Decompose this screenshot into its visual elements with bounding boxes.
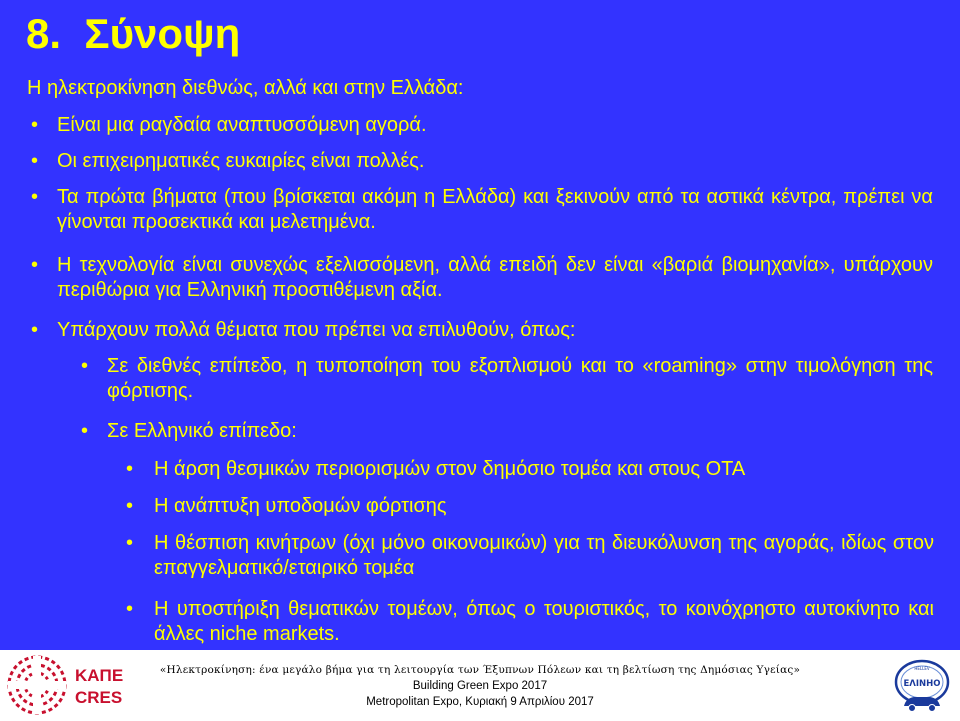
footer-text: [120, 662, 840, 710]
footer-event: Building Green Expo 2017: [412, 680, 548, 692]
bullet-item: • Υπάρχουν πολλά θέματα που πρέπει να επιλυθούν, όπως:: [57, 318, 933, 343]
kape-cross-icon: [4, 654, 70, 716]
lead-text: Η ηλεκτροκίνηση διεθνώς, αλλά και στην Ελλάδα:: [27, 77, 464, 99]
sub-sub-bullet-item: • Η άρση θεσμικών περιορισμών στον δημόσιο τομέα και στους ΟΤΑ: [154, 457, 934, 482]
footer-quote: «Ηλεκτροκίνηση: ένα μεγάλο βήμα για τη λειτουργία των Έξυπνων Πόλεων και τη βελτίωση της Δημόσιας Υγείας»: [159, 664, 801, 676]
footer: [0, 650, 960, 720]
badge-text: ΕΛΙΝΗΟ: [903, 679, 941, 689]
logo-text-cres: CRES: [75, 688, 123, 707]
sub-bullet-item: • Σε Ελληνικό επίπεδο:: [107, 419, 933, 444]
logo-text-kape: ΚΑΠΕ: [75, 666, 124, 685]
kape-cres-logo: [4, 654, 134, 716]
hellevi-car-badge-icon: [892, 658, 952, 714]
badge-small-text: HELLEV: [914, 666, 930, 671]
bullet-item: • Τα πρώτα βήματα (που βρίσκεται ακόμη η Ελλάδα) και ξεκινούν από τα αστικά κέντρα, πρέπει να γίνονται προσεκτικά και μελετημένα.: [57, 185, 933, 235]
bullet-item: • Είναι μια ραγδαία αναπτυσσόμενη αγορά.: [57, 113, 933, 138]
sub-sub-bullet-item: • Η θέσπιση κινήτρων (όχι μόνο οικονομικών) για τη διευκόλυνση της αγοράς, ιδίως στον επαγγελματικό/εταιρικό τομέα: [154, 531, 934, 581]
sub-sub-bullet-item: • Η ανάπτυξη υποδομών φόρτισης: [154, 494, 934, 519]
footer-venue-date: Metropolitan Expo, Κυριακή 9 Απριλίου 2017: [366, 696, 594, 708]
sub-bullet-item: • Σε διεθνές επίπεδο, η τυποποίηση του εξοπλισμού και το «roaming» στην τιμολόγηση της φόρτισης.: [107, 354, 933, 404]
slide-title: 8. Σύνοψη: [26, 10, 241, 57]
sub-sub-bullet-item: • Η υποστήριξη θεματικών τομέων, όπως ο τουριστικός, το κοινόχρηστο αυτοκίνητο και άλλες niche markets.: [154, 597, 934, 647]
bullet-item: • Η τεχνολογία είναι συνεχώς εξελισσόμενη, αλλά επειδή δεν είναι «βαριά βιομηχανία», υπάρχουν περιθώρια για Ελληνική προστιθέμενη αξία.: [57, 253, 933, 303]
bullet-item: • Οι επιχειρηματικές ευκαιρίες είναι πολλές.: [57, 149, 933, 174]
